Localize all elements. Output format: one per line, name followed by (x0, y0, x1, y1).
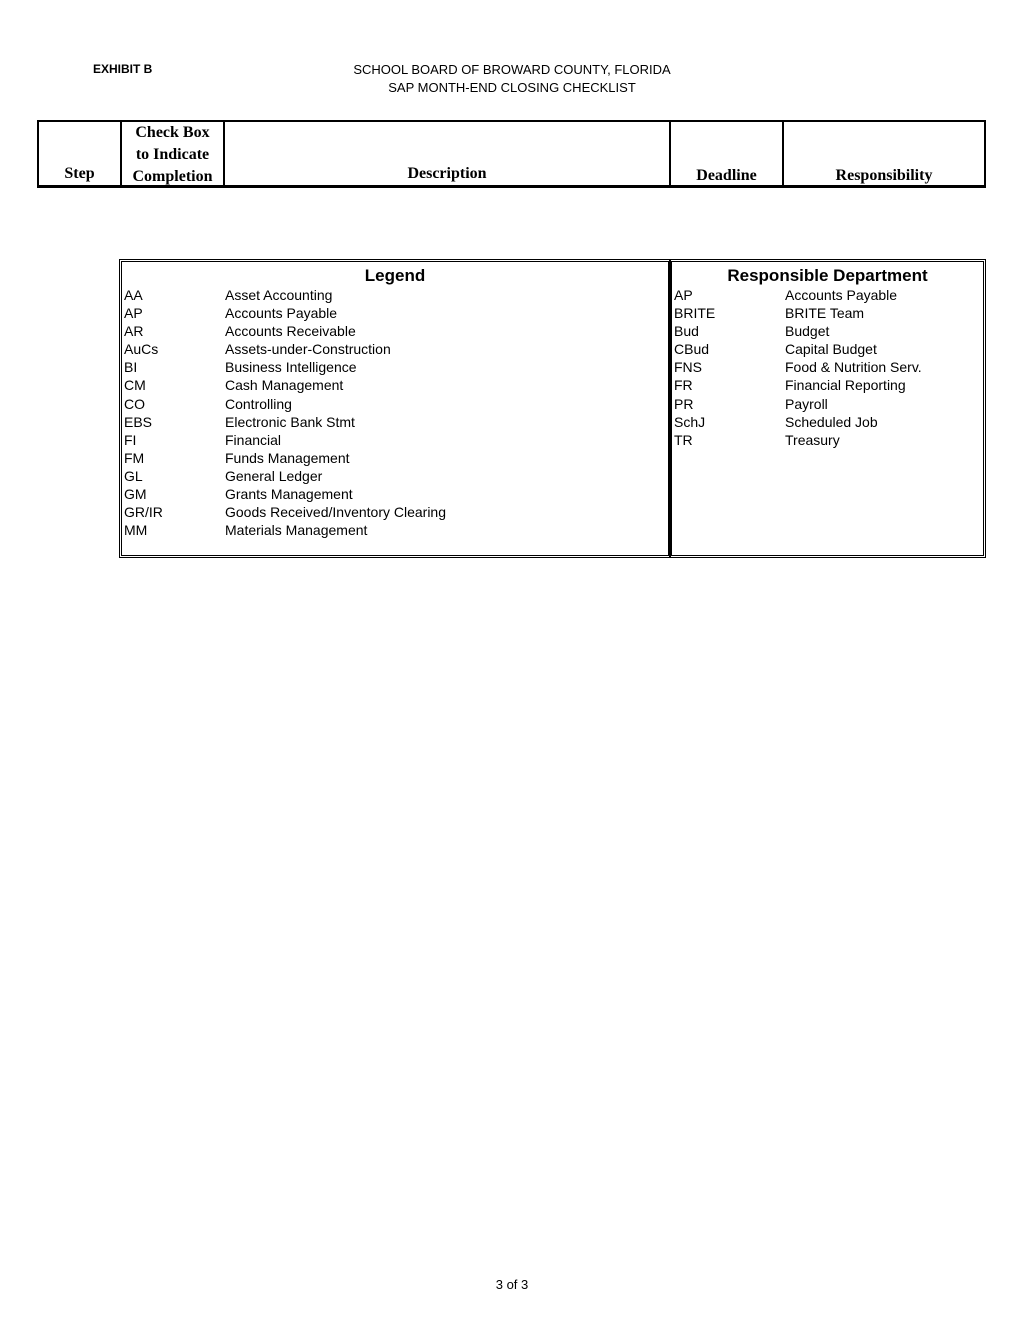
department-item-code: PR (674, 395, 694, 412)
responsible-department-title: Responsible Department (727, 266, 928, 285)
legend-item-code: AuCs (124, 341, 159, 358)
check-box-header-label (122, 122, 223, 188)
department-item-code: BRITE (674, 305, 716, 322)
department-item (672, 413, 983, 431)
title-line-2: SAP MONTH-END CLOSING CHECKLIST (388, 80, 636, 95)
legend-item-name: Grants Management (225, 486, 353, 503)
legend-item-code: FI (124, 431, 137, 448)
check-header-line-3: Completion (132, 168, 213, 185)
legend-item-code: AR (124, 323, 144, 340)
department-item-code: FR (674, 377, 693, 394)
deadline-column-header (669, 122, 782, 185)
legend-item-code: BI (124, 359, 138, 376)
legend-item (122, 395, 668, 413)
legend-item-code: GL (124, 467, 143, 484)
legend-box (119, 259, 671, 558)
legend-list (122, 286, 668, 539)
page-number: 3 of 3 (495, 1277, 529, 1292)
legend-item-name: Financial (225, 431, 282, 448)
responsibility-column-header (782, 122, 986, 185)
legend-item (122, 485, 668, 503)
department-item-name: Food & Nutrition Serv. (785, 359, 922, 376)
check-header-line-1: Check Box (135, 124, 210, 141)
department-item-name: BRITE Team (785, 305, 865, 322)
department-item-name: Treasury (785, 431, 840, 448)
legend-item-name: Accounts Payable (225, 305, 338, 322)
legend-item (122, 413, 668, 431)
legend-item (122, 340, 668, 358)
step-column-header (37, 122, 120, 185)
legend-item-code: CM (124, 377, 146, 394)
department-list (672, 286, 983, 449)
legend-item-code: AA (124, 287, 143, 303)
department-item (672, 340, 983, 358)
legend-item (122, 467, 668, 485)
legend-item-code: GM (124, 486, 147, 503)
legend-item-code: AP (124, 305, 143, 322)
responsibility-header-label: Responsibility (835, 167, 933, 184)
department-item (672, 376, 983, 394)
exhibit-label: EXHIBIT B (93, 62, 153, 76)
department-item-name: Capital Budget (785, 341, 877, 358)
department-item (672, 322, 983, 340)
department-item-code: AP (674, 287, 693, 303)
department-item (672, 431, 983, 449)
legend-item (122, 503, 668, 521)
department-item-name: Scheduled Job (785, 413, 878, 430)
legend-item (122, 358, 668, 376)
legend-item-name: Funds Management (225, 449, 350, 466)
legend-title: Legend (364, 266, 426, 285)
legend-item-name: Accounts Receivable (225, 323, 356, 340)
legend-item (122, 322, 668, 340)
department-item-code: CBud (674, 341, 710, 358)
legend-item-name: Business Intelligence (225, 359, 357, 376)
department-item-code: TR (674, 431, 693, 448)
legend-item-name: Asset Accounting (225, 287, 333, 303)
legend-item-code: MM (124, 522, 148, 539)
legend-item (122, 286, 668, 304)
department-item-name: Budget (785, 323, 830, 340)
responsible-department-box (669, 259, 986, 558)
department-item-name: Financial Reporting (785, 377, 906, 394)
legend-item-name: Cash Management (225, 377, 344, 394)
department-item-code: SchJ (674, 413, 706, 430)
department-item-name: Accounts Payable (785, 287, 898, 303)
department-item (672, 304, 983, 322)
deadline-header-label: Deadline (696, 167, 757, 184)
description-header-label: Description (407, 165, 487, 182)
check-header-line-2: to Indicate (135, 146, 210, 163)
legend-item-name: Assets-under-Construction (225, 341, 391, 358)
legend-item (122, 449, 668, 467)
title-line-1: SCHOOL BOARD OF BROWARD COUNTY, FLORIDA (353, 62, 671, 77)
legend-item (122, 431, 668, 449)
legend-item-code: GR/IR (124, 504, 163, 521)
department-item (672, 286, 983, 304)
department-item-code: Bud (674, 323, 699, 340)
department-item (672, 358, 983, 376)
legend-item-code: EBS (124, 413, 153, 430)
step-header-label: Step (64, 165, 95, 182)
department-item-name: Payroll (785, 395, 828, 412)
legend-item-name: Controlling (225, 395, 292, 412)
check-box-column-header (120, 122, 223, 185)
department-item-code: FNS (674, 359, 702, 376)
legend-item-name: General Ledger (225, 467, 323, 484)
legend-item-name: Electronic Bank Stmt (225, 413, 355, 430)
legend-item-name: Goods Received/Inventory Clearing (225, 504, 447, 521)
legend-item (122, 376, 668, 394)
department-item (672, 395, 983, 413)
legend-item (122, 304, 668, 322)
document-title (300, 61, 724, 97)
description-column-header (223, 122, 669, 185)
checklist-header-table (37, 120, 986, 188)
legend-item-code: CO (124, 395, 145, 412)
legend-item (122, 521, 668, 539)
legend-item-code: FM (124, 449, 145, 466)
legend-item-name: Materials Management (225, 522, 368, 539)
